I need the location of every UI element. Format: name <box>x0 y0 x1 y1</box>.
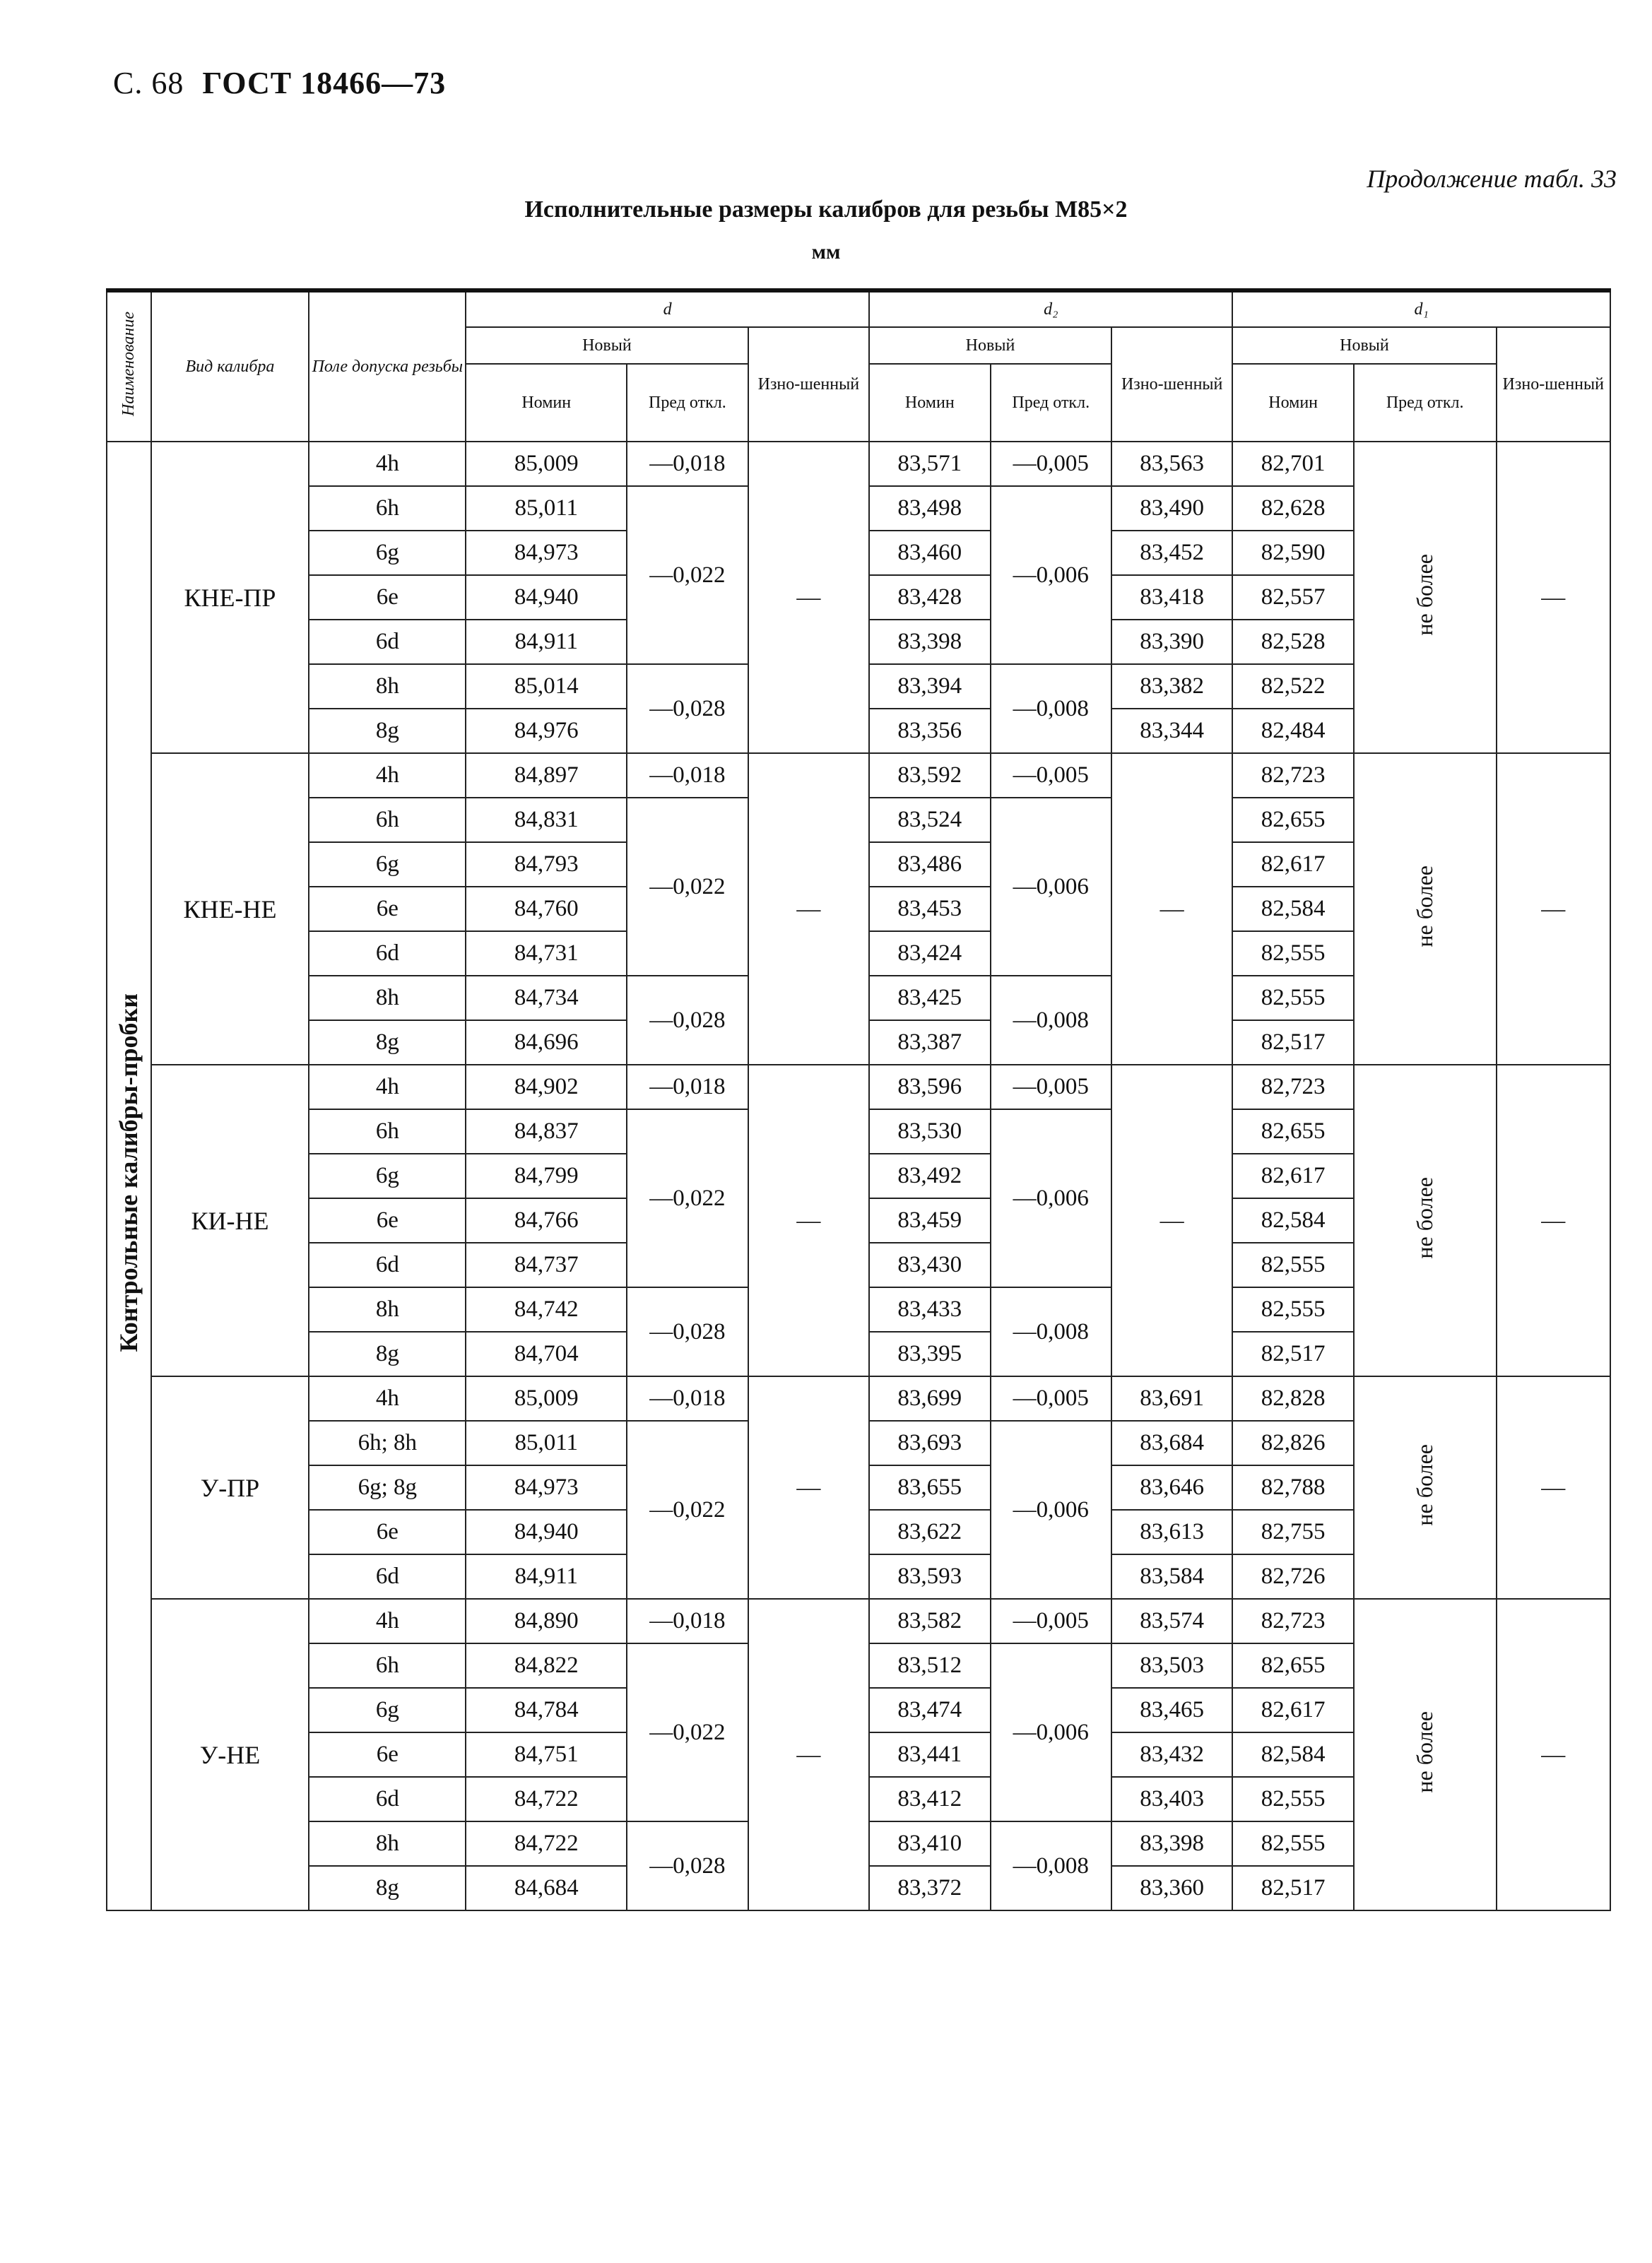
d1-nominal-header: Номин <box>1232 364 1353 442</box>
d2-worn-header: Изно-шенный <box>1111 327 1232 442</box>
d-nominal: 84,731 <box>466 931 627 976</box>
d-nominal: 84,696 <box>466 1020 627 1065</box>
d-nominal: 84,973 <box>466 531 627 575</box>
d1-nominal: 82,517 <box>1232 1332 1353 1376</box>
d1-worn: — <box>1497 442 1610 753</box>
d-deviation-header: Пред откл. <box>627 364 748 442</box>
tolerance-field: 6e <box>309 1732 466 1777</box>
d1-nominal: 82,590 <box>1232 531 1353 575</box>
tolerance-field: 8g <box>309 1866 466 1910</box>
d1-nominal: 82,655 <box>1232 798 1353 842</box>
d1-nominal: 82,655 <box>1232 1109 1353 1154</box>
d1-nominal: 82,723 <box>1232 1065 1353 1109</box>
d2-nominal: 83,387 <box>869 1020 990 1065</box>
d2-nominal: 83,425 <box>869 976 990 1020</box>
d-nominal: 84,890 <box>466 1599 627 1643</box>
d2-nominal: 83,622 <box>869 1510 990 1554</box>
d-nominal: 84,737 <box>466 1243 627 1287</box>
d2-deviation: —0,006 <box>991 1109 1111 1287</box>
tolerance-field: 4h <box>309 1376 466 1421</box>
d2-nominal: 83,424 <box>869 931 990 976</box>
not-more-label: не более <box>1412 1710 1438 1793</box>
d2-nominal: 83,428 <box>869 575 990 620</box>
d-nominal: 84,684 <box>466 1866 627 1910</box>
d2-nominal: 83,441 <box>869 1732 990 1777</box>
d2-worn: 83,684 <box>1111 1421 1232 1465</box>
d-nominal: 84,831 <box>466 798 627 842</box>
d-deviation: —0,018 <box>627 442 748 486</box>
d2-deviation: —0,008 <box>991 1287 1111 1376</box>
d2-worn: 83,398 <box>1111 1821 1232 1866</box>
d2-nominal: 83,412 <box>869 1777 990 1821</box>
d-nominal: 85,009 <box>466 1376 627 1421</box>
d2-nominal: 83,693 <box>869 1421 990 1465</box>
d-nominal: 84,940 <box>466 575 627 620</box>
d2-nominal: 83,459 <box>869 1198 990 1243</box>
tolerance-field: 6h <box>309 1109 466 1154</box>
gauge-kind: КИ-НЕ <box>151 1065 309 1376</box>
d1-deviation <box>1354 753 1497 1065</box>
d2-worn: 83,390 <box>1111 620 1232 664</box>
d-deviation: —0,028 <box>627 1287 748 1376</box>
tolerance-field: 6d <box>309 1777 466 1821</box>
d-nominal: 85,014 <box>466 664 627 709</box>
tolerance-field: 4h <box>309 753 466 798</box>
tolerance-field: 4h <box>309 1599 466 1643</box>
d1-nominal: 82,617 <box>1232 1154 1353 1198</box>
d2-nominal: 83,498 <box>869 486 990 531</box>
d1-nominal: 82,555 <box>1232 1287 1353 1332</box>
table-body <box>107 442 1610 1910</box>
d-nominal-header: Номин <box>466 364 627 442</box>
d-nominal: 84,976 <box>466 709 627 753</box>
d-nominal: 84,902 <box>466 1065 627 1109</box>
d-nominal: 84,897 <box>466 753 627 798</box>
tolerance-field: 6h <box>309 1643 466 1688</box>
d-nominal: 85,011 <box>466 486 627 531</box>
d-worn: — <box>748 1599 869 1910</box>
d1-worn: — <box>1497 1599 1610 1910</box>
tolerance-field: 8g <box>309 1332 466 1376</box>
d1-nominal: 82,701 <box>1232 442 1353 486</box>
d2-nominal: 83,474 <box>869 1688 990 1732</box>
table-row <box>107 753 1610 798</box>
d2-nominal: 83,398 <box>869 620 990 664</box>
d2-deviation-header: Пред откл. <box>991 364 1111 442</box>
d2-nominal: 83,372 <box>869 1866 990 1910</box>
standard-number: ГОСТ 18466—73 <box>202 66 447 100</box>
d2-worn: 83,360 <box>1111 1866 1232 1910</box>
d1-nominal: 82,655 <box>1232 1643 1353 1688</box>
d2-deviation: —0,008 <box>991 664 1111 753</box>
tolerance-field: 6g <box>309 1688 466 1732</box>
d2-nominal: 83,571 <box>869 442 990 486</box>
section-label <box>107 442 151 1910</box>
tolerance-field: 6d <box>309 620 466 664</box>
not-more-label: не более <box>1412 865 1438 947</box>
d1-nominal: 82,584 <box>1232 1732 1353 1777</box>
d-worn: — <box>748 442 869 753</box>
d-deviation: —0,022 <box>627 1109 748 1287</box>
d2-nominal: 83,460 <box>869 531 990 575</box>
d1-deviation <box>1354 442 1497 753</box>
col-d1-header: d₁ <box>1232 290 1610 327</box>
d1-nominal: 82,555 <box>1232 1243 1353 1287</box>
d1-nominal: 82,522 <box>1232 664 1353 709</box>
d-deviation: —0,018 <box>627 753 748 798</box>
d2-deviation: —0,005 <box>991 1599 1111 1643</box>
d-nominal: 84,760 <box>466 887 627 931</box>
d2-nominal: 83,596 <box>869 1065 990 1109</box>
tolerance-field: 6h <box>309 486 466 531</box>
d1-worn-header: Изно-шенный <box>1497 327 1610 442</box>
d1-nominal: 82,755 <box>1232 1510 1353 1554</box>
d1-nominal: 82,726 <box>1232 1554 1353 1599</box>
d1-nominal: 82,723 <box>1232 1599 1353 1643</box>
col-name-header: Наименование <box>107 290 151 442</box>
d1-nominal: 82,617 <box>1232 842 1353 887</box>
not-more-label: не более <box>1412 553 1438 636</box>
col-tolerance-header: Поле допуска резьбы <box>309 290 466 442</box>
d1-deviation <box>1354 1599 1497 1910</box>
d1-worn: — <box>1497 1065 1610 1376</box>
d-deviation: —0,018 <box>627 1599 748 1643</box>
d-deviation: —0,028 <box>627 976 748 1065</box>
table-row <box>107 1065 1610 1109</box>
tolerance-field: 6g <box>309 531 466 575</box>
d2-worn: 83,563 <box>1111 442 1232 486</box>
d2-nominal: 83,655 <box>869 1465 990 1510</box>
d1-nominal: 82,555 <box>1232 931 1353 976</box>
tolerance-field: 6h; 8h <box>309 1421 466 1465</box>
d2-nominal: 83,394 <box>869 664 990 709</box>
d-deviation: —0,028 <box>627 1821 748 1910</box>
d2-deviation: —0,006 <box>991 1421 1111 1599</box>
d2-worn: 83,613 <box>1111 1510 1232 1554</box>
d-nominal: 84,973 <box>466 1465 627 1510</box>
d2-deviation: —0,005 <box>991 1065 1111 1109</box>
d1-worn: — <box>1497 1376 1610 1599</box>
table-title: Исполнительные размеры калибров для резьбы М85×2 <box>524 196 1128 223</box>
d2-deviation: —0,006 <box>991 486 1111 664</box>
tolerance-field: 6e <box>309 575 466 620</box>
d-nominal: 84,742 <box>466 1287 627 1332</box>
d1-nominal: 82,584 <box>1232 887 1353 931</box>
page-number: С. 68 <box>113 66 184 100</box>
d1-nominal: 82,517 <box>1232 1866 1353 1910</box>
d-deviation: —0,018 <box>627 1065 748 1109</box>
tolerance-field: 6d <box>309 1554 466 1599</box>
d2-worn: 83,490 <box>1111 486 1232 531</box>
d1-nominal: 82,528 <box>1232 620 1353 664</box>
table-row <box>107 1599 1610 1643</box>
d2-worn: 83,382 <box>1111 664 1232 709</box>
tolerance-field: 6e <box>309 1510 466 1554</box>
tolerance-field: 8h <box>309 976 466 1020</box>
d2-worn: — <box>1111 1065 1232 1376</box>
d-deviation: —0,022 <box>627 1421 748 1599</box>
tolerance-field: 6g; 8g <box>309 1465 466 1510</box>
d1-nominal: 82,584 <box>1232 1198 1353 1243</box>
page-header <box>113 65 446 101</box>
d2-worn: 83,646 <box>1111 1465 1232 1510</box>
d-nominal: 84,722 <box>466 1777 627 1821</box>
d2-nominal: 83,524 <box>869 798 990 842</box>
d1-nominal: 82,828 <box>1232 1376 1353 1421</box>
d-nominal: 84,722 <box>466 1821 627 1866</box>
d2-nominal: 83,592 <box>869 753 990 798</box>
d1-nominal: 82,557 <box>1232 575 1353 620</box>
tolerance-field: 8g <box>309 1020 466 1065</box>
table-row <box>107 1376 1610 1421</box>
d-nominal: 85,009 <box>466 442 627 486</box>
gauge-kind: КНЕ-НЕ <box>151 753 309 1065</box>
d2-worn: 83,584 <box>1111 1554 1232 1599</box>
d1-nominal: 82,628 <box>1232 486 1353 531</box>
tolerance-field: 6g <box>309 842 466 887</box>
d-worn: — <box>748 753 869 1065</box>
d-nominal: 84,799 <box>466 1154 627 1198</box>
d-deviation: —0,022 <box>627 486 748 664</box>
d-new-header: Новый <box>466 327 748 364</box>
d2-nominal: 83,492 <box>869 1154 990 1198</box>
tolerance-field: 6d <box>309 1243 466 1287</box>
d2-nominal: 83,530 <box>869 1109 990 1154</box>
d2-nominal: 83,512 <box>869 1643 990 1688</box>
tolerance-field: 4h <box>309 442 466 486</box>
d2-deviation: —0,006 <box>991 1643 1111 1821</box>
col-kind-header: Вид калибра <box>151 290 309 442</box>
d2-worn: 83,452 <box>1111 531 1232 575</box>
d1-nominal: 82,617 <box>1232 1688 1353 1732</box>
d1-nominal: 82,484 <box>1232 709 1353 753</box>
d1-deviation <box>1354 1376 1497 1599</box>
d1-nominal: 82,788 <box>1232 1465 1353 1510</box>
d-nominal: 85,011 <box>466 1421 627 1465</box>
d2-worn: 83,465 <box>1111 1688 1232 1732</box>
d2-deviation: —0,005 <box>991 442 1111 486</box>
gauge-table <box>106 288 1611 1911</box>
d-nominal: 84,793 <box>466 842 627 887</box>
tolerance-field: 6d <box>309 931 466 976</box>
units-label: мм <box>811 240 841 264</box>
d-nominal: 84,911 <box>466 620 627 664</box>
col-d-header: d <box>466 290 869 327</box>
d2-nominal: 83,410 <box>869 1821 990 1866</box>
d2-deviation: —0,005 <box>991 1376 1111 1421</box>
d1-nominal: 82,723 <box>1232 753 1353 798</box>
d2-worn: 83,574 <box>1111 1599 1232 1643</box>
d2-worn: 83,344 <box>1111 709 1232 753</box>
d-worn: — <box>748 1376 869 1599</box>
d2-nominal: 83,699 <box>869 1376 990 1421</box>
d-nominal: 84,704 <box>466 1332 627 1376</box>
d2-nominal: 83,395 <box>869 1332 990 1376</box>
d-deviation: —0,028 <box>627 664 748 753</box>
d-nominal: 84,940 <box>466 1510 627 1554</box>
gauge-kind: У-НЕ <box>151 1599 309 1910</box>
d-nominal: 84,784 <box>466 1688 627 1732</box>
tolerance-field: 8h <box>309 664 466 709</box>
d-deviation: —0,022 <box>627 798 748 976</box>
d-worn: — <box>748 1065 869 1376</box>
d2-nominal: 83,433 <box>869 1287 990 1332</box>
d2-nominal: 83,582 <box>869 1599 990 1643</box>
col-d2-header: d₂ <box>869 290 1232 327</box>
tolerance-field: 8g <box>309 709 466 753</box>
d2-nominal: 83,593 <box>869 1554 990 1599</box>
d2-worn: 83,418 <box>1111 575 1232 620</box>
d2-nominal-header: Номин <box>869 364 990 442</box>
d2-nominal: 83,356 <box>869 709 990 753</box>
not-more-label: не более <box>1412 1443 1438 1526</box>
d2-deviation: —0,005 <box>991 753 1111 798</box>
d-deviation: —0,022 <box>627 1643 748 1821</box>
d1-nominal: 82,555 <box>1232 976 1353 1020</box>
d-worn-header: Изно-шенный <box>748 327 869 442</box>
d1-worn: — <box>1497 753 1610 1065</box>
tolerance-field: 8h <box>309 1287 466 1332</box>
d-nominal: 84,766 <box>466 1198 627 1243</box>
d-deviation: —0,018 <box>627 1376 748 1421</box>
d2-deviation: —0,008 <box>991 1821 1111 1910</box>
gauge-kind: У-ПР <box>151 1376 309 1599</box>
tolerance-field: 6e <box>309 1198 466 1243</box>
d2-nominal: 83,453 <box>869 887 990 931</box>
d1-nominal: 82,555 <box>1232 1777 1353 1821</box>
d2-worn: 83,403 <box>1111 1777 1232 1821</box>
d1-new-header: Новый <box>1232 327 1496 364</box>
d2-worn: 83,691 <box>1111 1376 1232 1421</box>
d1-nominal: 82,517 <box>1232 1020 1353 1065</box>
tolerance-field: 6e <box>309 887 466 931</box>
d-nominal: 84,822 <box>466 1643 627 1688</box>
d-nominal: 84,751 <box>466 1732 627 1777</box>
gauge-kind: КНЕ-ПР <box>151 442 309 753</box>
d2-nominal: 83,486 <box>869 842 990 887</box>
d-nominal: 84,837 <box>466 1109 627 1154</box>
d2-new-header: Новый <box>869 327 1111 364</box>
d2-nominal: 83,430 <box>869 1243 990 1287</box>
tolerance-field: 4h <box>309 1065 466 1109</box>
d1-deviation-header: Пред откл. <box>1354 364 1497 442</box>
tolerance-field: 8h <box>309 1821 466 1866</box>
not-more-label: не более <box>1412 1176 1438 1259</box>
tolerance-field: 6h <box>309 798 466 842</box>
d-nominal: 84,911 <box>466 1554 627 1599</box>
d-nominal: 84,734 <box>466 976 627 1020</box>
d2-worn: 83,432 <box>1111 1732 1232 1777</box>
d2-worn: 83,503 <box>1111 1643 1232 1688</box>
table-row <box>107 442 1610 486</box>
d1-nominal: 82,555 <box>1232 1821 1353 1866</box>
section-label-text: Контрольные калибры-пробки <box>114 993 143 1352</box>
tolerance-field: 6g <box>309 1154 466 1198</box>
d2-worn: — <box>1111 753 1232 1065</box>
d2-deviation: —0,006 <box>991 798 1111 976</box>
d1-nominal: 82,826 <box>1232 1421 1353 1465</box>
d1-deviation <box>1354 1065 1497 1376</box>
d2-deviation: —0,008 <box>991 976 1111 1065</box>
continuation-note: Продолжение табл. 33 <box>1367 165 1617 193</box>
